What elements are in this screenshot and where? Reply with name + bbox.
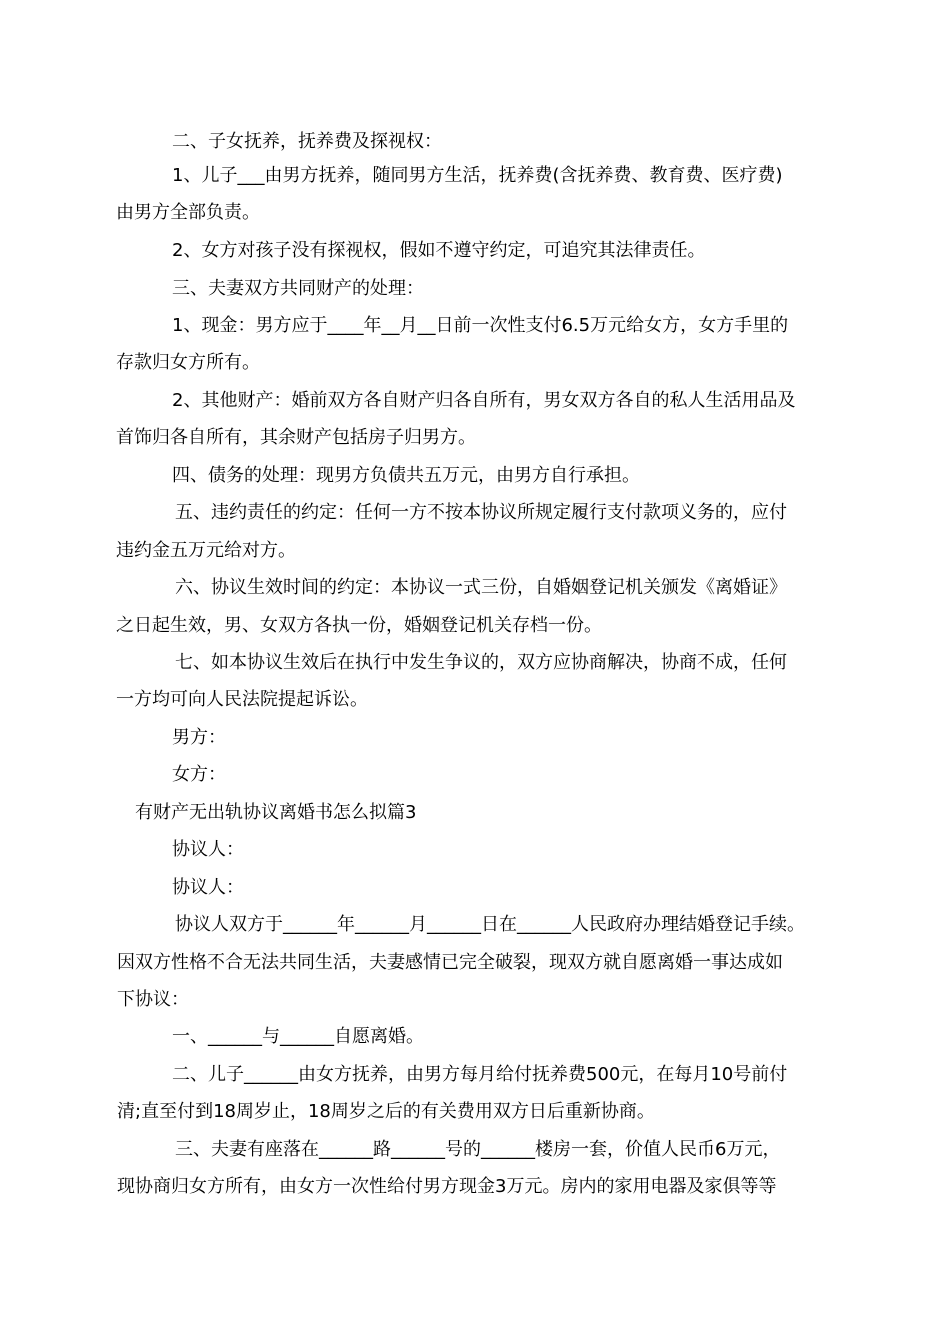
clause-line: 三、夫妻有座落在______路______号的______楼房一套，价值人民币6万元，	[175, 1139, 781, 1160]
document-subtitle: 有财产无出轨协议离婚书怎么拟篇3	[135, 802, 417, 823]
paragraph-line: 1、现金：男方应于____年__月__日前一次性支付6.5万元给女方，女方手里的	[172, 315, 789, 336]
signature-label-husband: 男方：	[172, 727, 226, 748]
paragraph-line: 清;直至付到18周岁止，18周岁之后的有关费用双方日后重新协商。	[117, 1101, 655, 1122]
paragraph-line: 现协商归女方所有，由女方一次性给付男方现金3万元。房内的家用电器及家俱等等	[117, 1176, 777, 1197]
paragraph-line: 之日起生效，男、女双方各执一份，婚姻登记机关存档一份。	[116, 615, 602, 636]
clause-line: 二、儿子______由女方抚养，由男方每月给付抚养费500元，在每月10号前付	[172, 1064, 788, 1085]
section-heading-property: 三、夫妻双方共同财产的处理：	[172, 278, 424, 299]
paragraph-line: 2、女方对孩子没有探视权，假如不遵守约定，可追究其法律责任。	[172, 240, 706, 261]
paragraph-line: 一方均可向人民法院提起诉讼。	[116, 689, 368, 710]
section-heading-effective: 六、协议生效时间的约定：本协议一式三份，自婚姻登记机关颁发《离婚证》	[175, 577, 787, 598]
paragraph-line: 2、其他财产：婚前双方各自财产归各自所有，男女双方各自的私人生活用品及	[172, 390, 796, 411]
paragraph-line: 存款归女方所有。	[116, 352, 260, 373]
paragraph-line: 协议人双方于______年______月______日在______人民政府办理结婚登记手续。	[175, 914, 805, 935]
party-label: 协议人：	[172, 877, 244, 898]
paragraph-line: 违约金五万元给对方。	[116, 540, 296, 561]
party-label: 协议人：	[172, 839, 244, 860]
paragraph-line: 首饰归各自所有，其余财产包括房子归男方。	[116, 427, 476, 448]
paragraph-line: 由男方全部负责。	[116, 202, 260, 223]
paragraph-line: 因双方性格不合无法共同生活，夫妻感情已完全破裂，现双方就自愿离婚一事达成如	[117, 952, 783, 973]
section-heading-disputes: 七、如本协议生效后在执行中发生争议的，双方应协商解决，协商不成，任何	[175, 652, 787, 673]
signature-label-wife: 女方：	[172, 764, 226, 785]
paragraph-line: 1、儿子___由男方抚养，随同男方生活，抚养费(含抚养费、教育费、医疗费)	[172, 165, 783, 186]
clause-line: 一、______与______自愿离婚。	[172, 1026, 424, 1047]
section-heading-child-custody: 二、子女抚养，抚养费及探视权：	[172, 131, 442, 152]
paragraph-line: 下协议：	[117, 989, 189, 1010]
section-heading-debts: 四、债务的处理：现男方负债共五万元，由男方自行承担。	[172, 465, 640, 486]
section-heading-breach: 五、违约责任的约定：任何一方不按本协议所规定履行支付款项义务的，应付	[175, 502, 787, 523]
